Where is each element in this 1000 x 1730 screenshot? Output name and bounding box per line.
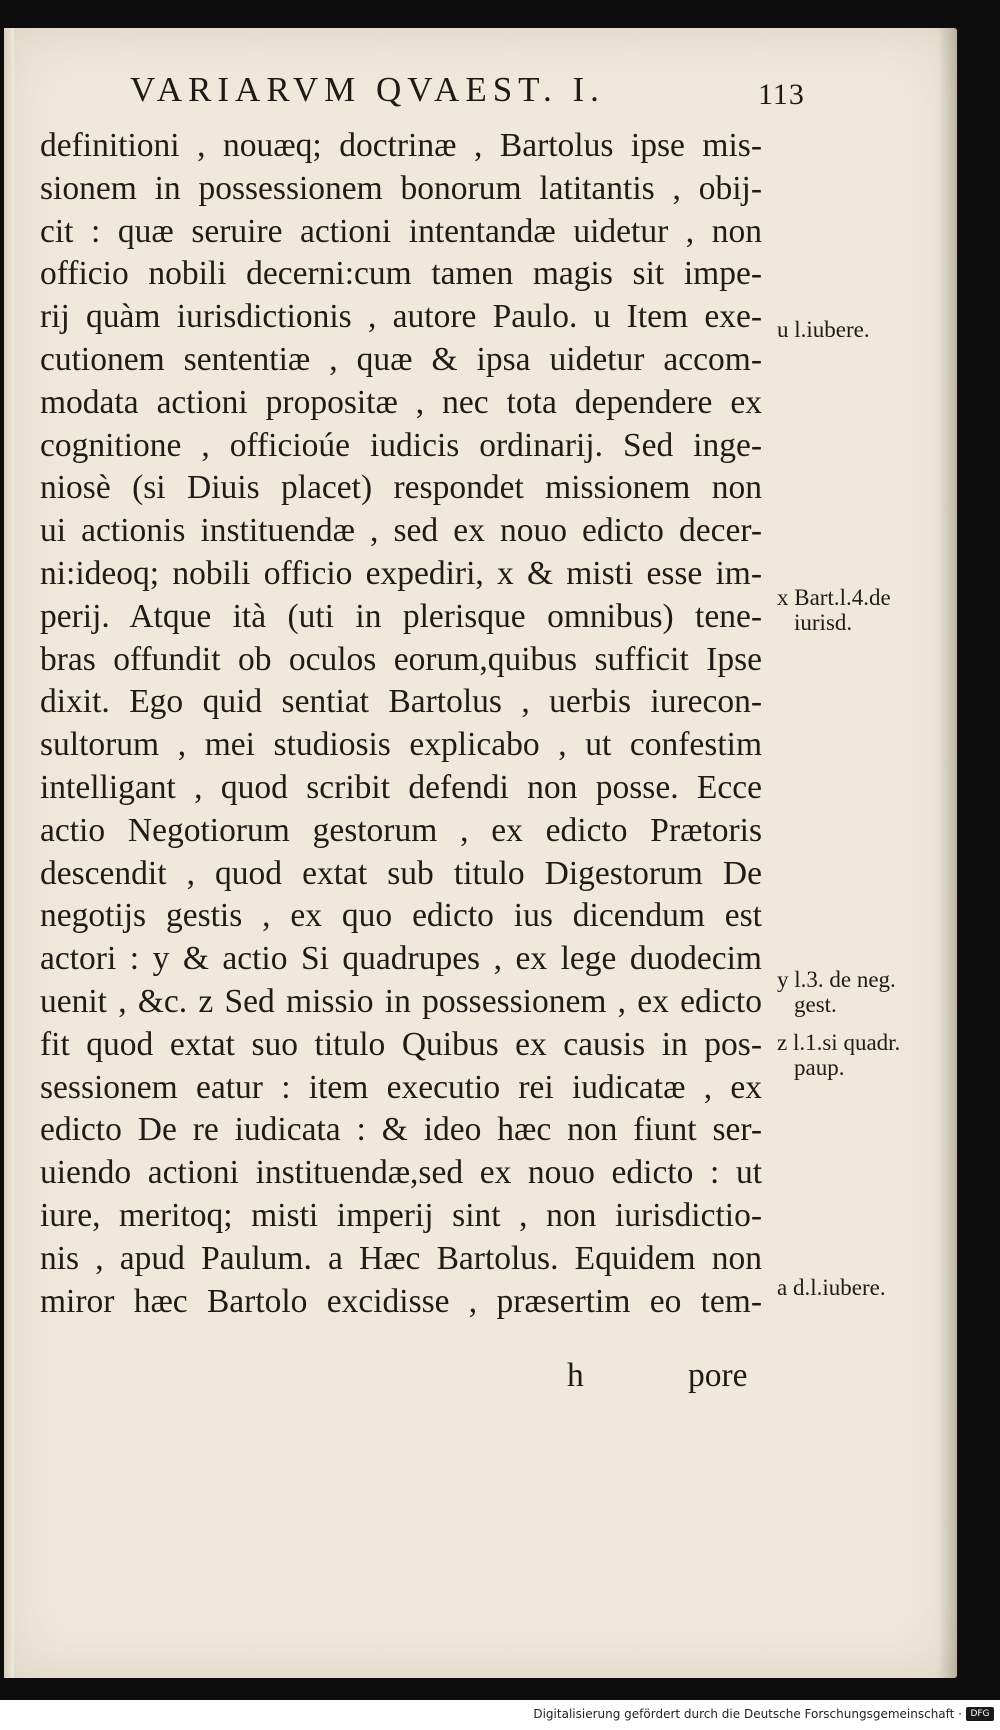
- main-text-block: [40, 125, 760, 1323]
- marginal-note-u: [777, 317, 952, 342]
- gutter-shadow: [938, 28, 958, 1678]
- text-line: edicto De re iudicata : & ideo hæc non fiunt ser-: [40, 1111, 762, 1149]
- text-line: intelligant , quod scribit defendi non posse. Ecce: [40, 768, 762, 806]
- marginal-note-line: y l.3. de neg.: [777, 967, 896, 992]
- text-line: dixit. Ego quid sentiat Bartolus , uerbis iurecon-: [40, 683, 762, 721]
- marginal-note-line: iurisd.: [794, 610, 853, 635]
- text-line: sionem in possessionem bonorum latitantis , obij-: [40, 169, 762, 207]
- marginal-note-line: z l.1.si quadr.: [777, 1030, 901, 1055]
- text-line: descendit , quod extat sub titulo Digestorum De: [40, 854, 762, 892]
- page-edge: [4, 28, 14, 1678]
- marginal-note-a: [777, 1275, 952, 1300]
- text-line: officio nobili decerni:cum tamen magis sit impe-: [40, 255, 762, 293]
- running-header: [130, 70, 830, 120]
- text-line: ni:ideoq; nobili officio expediri, x & misti esse im-: [40, 554, 762, 592]
- marginal-note-y: [777, 967, 952, 1017]
- text-line: ui actionis instituendæ , sed ex nouo edicto decer-: [40, 512, 762, 550]
- text-line: nis , apud Paulum. a Hæc Bartolus. Equidem non: [40, 1239, 762, 1277]
- marginal-note-line: u l.iubere.: [777, 317, 870, 342]
- marginal-note-x: [777, 585, 952, 635]
- catchword: pore: [688, 1357, 748, 1394]
- text-line: cutionem sententiæ , quæ & ipsa uidetur accom-: [40, 340, 762, 378]
- marginal-note-line: x Bart.l.4.de: [777, 585, 891, 610]
- marginal-note-line: a d.l.iubere.: [777, 1275, 886, 1300]
- text-line: bras offundit ob oculos eorum,quibus sufficit Ipse: [40, 640, 762, 678]
- text-line: sultorum , mei studiosis explicabo , ut confestim: [40, 726, 762, 764]
- text-line: sessionem eatur : item executio rei iudicatæ , ex: [40, 1068, 762, 1106]
- marginal-note-z: [777, 1030, 952, 1080]
- text-line: rij quàm iurisdictionis , autore Paulo. u Item exe-: [40, 298, 762, 336]
- text-line: niosè (si Diuis placet) respondet missionem non: [40, 469, 762, 507]
- text-line: negotijs gestis , ex quo edicto ius dicendum est: [40, 897, 762, 935]
- text-line: definitioni , nouæq; doctrinæ , Bartolus ipse mis-: [40, 127, 762, 164]
- signature-mark: h: [567, 1357, 584, 1394]
- text-line: actio Negotiorum gestorum , ex edicto Prætoris: [40, 811, 762, 849]
- running-title: VARIARVM QVAEST. I.: [130, 70, 605, 109]
- text-line: uenit , &c. z Sed missio in possessionem , ex edicto: [40, 982, 762, 1020]
- text-line: uiendo actioni instituendæ,sed ex nouo edicto : ut: [40, 1154, 762, 1192]
- marginal-note-line: gest.: [794, 992, 837, 1017]
- text-line: modata actioni propositæ , nec tota dependere ex: [40, 383, 762, 421]
- text-line: cit : quæ seruire actioni intentandæ uidetur , non: [40, 212, 762, 250]
- text-line: cognitione , officioúe iudicis ordinarij. Sed inge-: [40, 426, 762, 464]
- marginal-note-line: paup.: [794, 1055, 845, 1080]
- page-number: 113: [758, 78, 805, 111]
- footer-bar: [0, 1700, 1000, 1730]
- text-line: miror hæc Bartolo excidisse , præsertim eo tem-: [40, 1282, 762, 1320]
- text-line: actori : y & actio Si quadrupes , ex lege duodecim: [40, 940, 762, 978]
- funding-credit: Digitalisierung gefördert durch die Deutsche Forschungsgemeinschaft ·: [533, 1707, 962, 1721]
- text-line: fit quod extat suo titulo Quibus ex causis in pos-: [40, 1025, 762, 1063]
- text-line: iure, meritoq; misti imperij sint , non iurisdictio-: [40, 1196, 762, 1234]
- text-line: perij. Atque ità (uti in plerisque omnibus) tene-: [40, 597, 762, 635]
- dfg-logo: DFG: [966, 1707, 994, 1721]
